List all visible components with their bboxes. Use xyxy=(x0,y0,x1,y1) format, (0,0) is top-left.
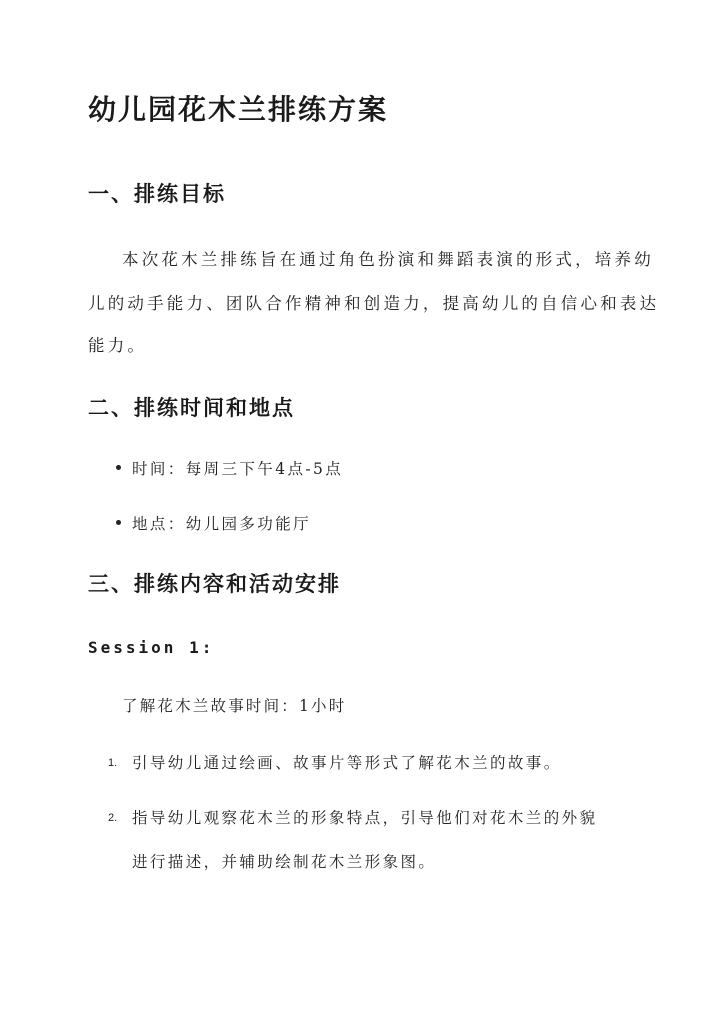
numbered-item-line: 进行描述，并辅助绘制花木兰形象图。 xyxy=(132,853,437,871)
session-label: Session 1: xyxy=(88,638,215,657)
section-heading-time-place: 二、排练时间和地点 xyxy=(88,395,295,420)
bullet-item-time: 时间：每周三下午4点-5点 xyxy=(132,460,344,478)
bullet-item-place: 地点：幼儿园多功能厅 xyxy=(132,515,312,533)
bullet-icon xyxy=(116,465,121,470)
section-heading-goals: 一、排练目标 xyxy=(88,181,226,206)
paragraph-line: 儿的动手能力、团队合作精神和创造力，提高幼儿的自信心和表达 xyxy=(88,294,660,313)
paragraph-line: 能力。 xyxy=(88,336,148,355)
session-intro: 了解花木兰故事时间：1小时 xyxy=(122,697,347,715)
numbered-item-line: 指导幼儿观察花木兰的形象特点，引导他们对花木兰的外貌 xyxy=(132,809,598,827)
section-heading-content: 三、排练内容和活动安排 xyxy=(88,571,341,596)
numbered-item-line: 引导幼儿通过绘画、故事片等形式了解花木兰的故事。 xyxy=(132,754,562,772)
paragraph-line: 本次花木兰排练旨在通过角色扮演和舞蹈表演的形式，培养幼 xyxy=(122,250,654,269)
bullet-icon xyxy=(116,520,121,525)
document-title: 幼儿园花木兰排练方案 xyxy=(88,93,389,126)
list-number: 1. xyxy=(108,757,118,769)
list-number: 2. xyxy=(108,812,118,824)
